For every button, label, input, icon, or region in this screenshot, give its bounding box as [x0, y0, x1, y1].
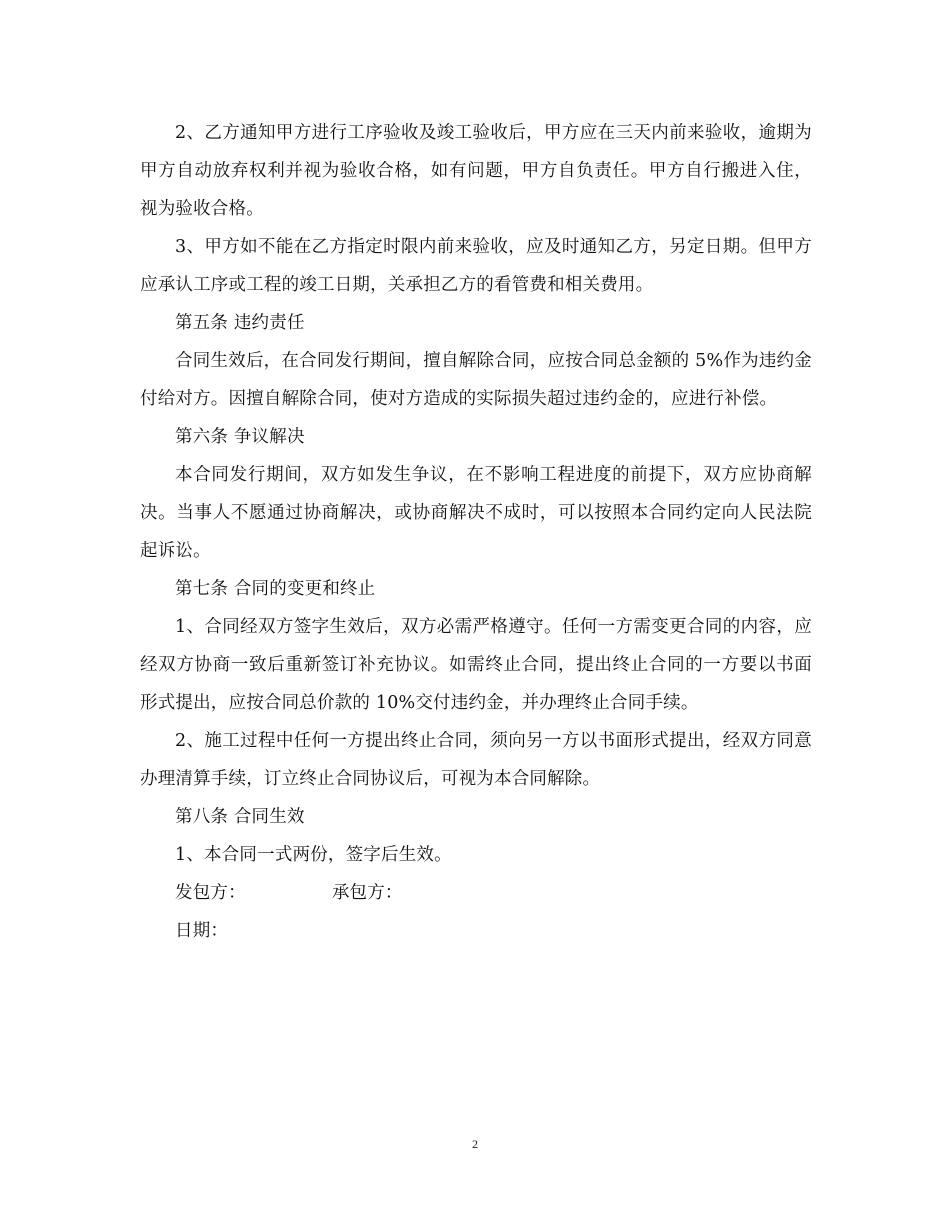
clause-paragraph: 1、本合同一式两份，签字后生效。 — [175, 845, 452, 865]
section-heading: 第六条 争议解决 — [175, 427, 305, 447]
section-heading: 第八条 合同生效 — [175, 807, 305, 827]
clause-paragraph: 2、施工过程中任何一方提出终止合同，须向另一方以书面形式提出，经双方同意办理清算手续，订立终止合同协议后，可视为本合同解除。 — [140, 731, 812, 789]
date-label: 日期： — [175, 921, 229, 941]
clause-paragraph: 本合同发行期间，双方如发生争议，在不影响工程进度的前提下，双方应协商解决。当事人不愿通过协商解决，或协商解决不成时，可以按照本合同约定向人民法院起诉讼。 — [140, 465, 812, 561]
signature-date — [140, 912, 812, 950]
clause-paragraph: 合同生效后，在合同发行期间，擅自解除合同，应按合同总金额的 5%作为违约金付给对方。因擅自解除合同，使对方造成的实际损失超过违约金的，应进行补偿。 — [140, 351, 812, 409]
clause-paragraph: 1、合同经双方签字生效后，双方必需严格遵守。任何一方需变更合同的内容，应经双方协商一致后重新签订补充协议。如需终止合同，提出终止合同的一方要以书面形式提出，应按合同总价款的 10%交付违约金，并办理终止合同手续。 — [140, 617, 812, 713]
clause-paragraph: 2、乙方通知甲方进行工序验收及竣工验收后，甲方应在三天内前来验收，逾期为甲方自动放弃权利并视为验收合格，如有问题，甲方自负责任。甲方自行搬进入住，视为验收合格。 — [140, 123, 812, 219]
section-heading: 第七条 合同的变更和终止 — [175, 579, 376, 599]
party-a-label: 发包方： — [175, 883, 246, 903]
section-heading: 第五条 违约责任 — [175, 313, 305, 333]
clause-paragraph: 3、甲方如不能在乙方指定时限内前来验收，应及时通知乙方，另定日期。但甲方应承认工序或工程的竣工日期，关承担乙方的看管费和相关费用。 — [140, 237, 812, 295]
signature-parties — [140, 874, 812, 912]
party-b-label: 承包方： — [331, 883, 403, 903]
document-body — [140, 114, 812, 950]
page-number: 2 — [472, 1137, 478, 1151]
